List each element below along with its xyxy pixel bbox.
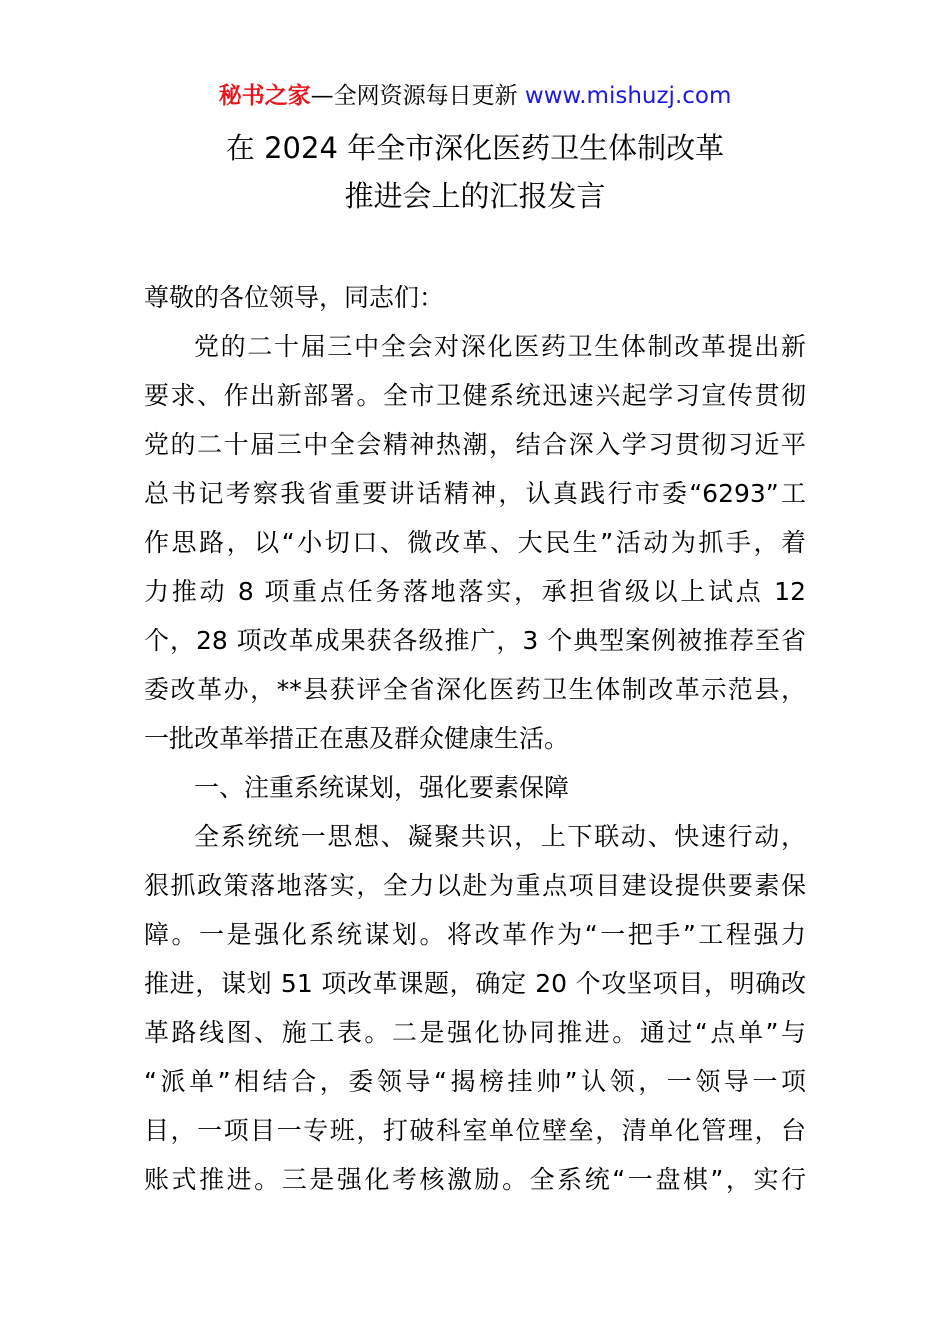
paragraph-line: 要求、作出新部署。全市卫健系统迅速兴起学习宣传贯彻 — [144, 381, 806, 410]
banner-tagline: —全网资源每日更新 — [310, 83, 518, 109]
paragraph-line: 障。一是强化系统谋划。将改革作为“一把手”工程强力 — [144, 920, 806, 949]
paragraph-line: 目，一项目一专班，打破科室单位壁垒，清单化管理，台 — [144, 1116, 806, 1145]
paragraph-line: 账式推进。三是强化考核激励。全系统“一盘棋”，实行 — [144, 1165, 806, 1194]
paragraph-line: “派单”相结合，委领导“揭榜挂帅”认领，一领导一项 — [144, 1067, 806, 1096]
site-url-link[interactable]: www.mishuzj.com — [517, 83, 732, 109]
brand-name: 秘书之家 — [218, 83, 311, 109]
paragraph-line: 党的二十届三中全会对深化医药卫生体制改革提出新 — [194, 332, 806, 361]
document-title-line-1: 在 2024 年全市深化医药卫生体制改革 — [225, 131, 725, 165]
paragraph-line: 全系统统一思想、凝聚共识，上下联动、快速行动， — [194, 822, 806, 851]
site-banner — [0, 80, 950, 112]
paragraph-line: 狠抓政策落地落实，全力以赴为重点项目建设提供要素保 — [144, 871, 806, 900]
paragraph-line: 总书记考察我省重要讲话精神，认真践行市委“6293”工 — [144, 479, 806, 508]
paragraph-line: 委改革办，**县获评全省深化医药卫生体制改革示范县， — [144, 675, 806, 704]
paragraph-line: 一批改革举措正在惠及群众健康生活。 — [144, 724, 570, 753]
paragraph-line: 革路线图、施工表。二是强化协同推进。通过“点单”与 — [144, 1018, 806, 1047]
paragraph-line: 推进，谋划 51 项改革课题，确定 20 个攻坚项目，明确改 — [144, 969, 806, 998]
paragraph-line: 作思路，以“小切口、微改革、大民生”活动为抓手，着 — [144, 528, 806, 557]
paragraph-line: 力推动 8 项重点任务落地落实，承担省级以上试点 12 — [144, 577, 806, 606]
document-title-line-2: 推进会上的汇报发言 — [344, 179, 606, 213]
section-heading: 一、注重系统谋划，强化要素保障 — [194, 773, 570, 802]
paragraph-line: 个，28 项改革成果获各级推广，3 个典型案例被推荐至省 — [144, 626, 806, 655]
paragraph-line: 党的二十届三中全会精神热潮，结合深入学习贯彻习近平 — [144, 430, 806, 459]
salutation: 尊敬的各位领导，同志们： — [144, 283, 445, 312]
